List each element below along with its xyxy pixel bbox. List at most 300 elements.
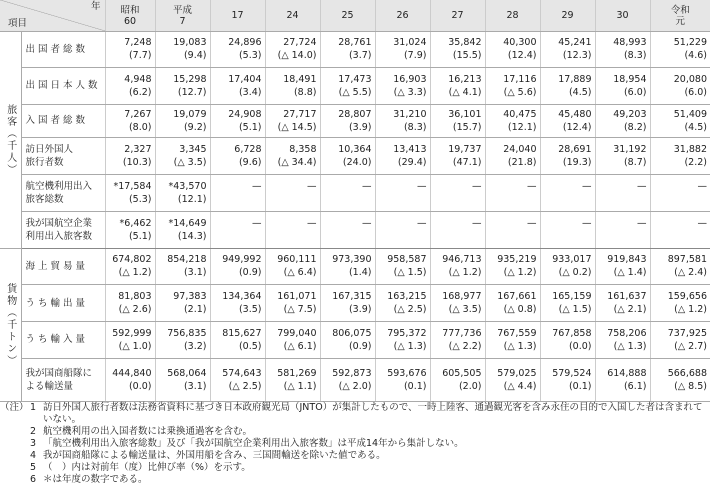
cell-growth-rate: (47.1) — [452, 157, 482, 169]
footnote-number: 4 — [30, 450, 37, 461]
footnote-item — [0, 462, 710, 474]
cell-value: 8,358 — [289, 144, 317, 156]
cell-value: 28,807 — [338, 108, 372, 120]
year-header — [375, 0, 430, 32]
row-label — [21, 285, 105, 322]
cell-growth-rate — [431, 193, 482, 206]
cell-growth-rate: (5.1) — [128, 230, 152, 242]
data-cell — [485, 248, 540, 285]
data-cell — [540, 285, 595, 322]
cell-growth-rate: (14.3) — [177, 230, 207, 242]
cell-growth-rate — [541, 230, 592, 243]
cell-growth-rate: (3.7) — [348, 50, 372, 62]
cell-value: 605,505 — [442, 367, 482, 379]
data-cell — [540, 174, 595, 211]
cell-growth-rate: (△ 4.1) — [448, 86, 482, 98]
cell-growth-rate: (△ 1.3) — [613, 340, 647, 352]
footnote-text: 訪日外国人旅行者数は法務省資料に基づき日本政府観光局（JNTO）が集計したもので、一時上陸客、通過観光客を含み永住の目的で入国した者は含まれていない。 — [43, 402, 703, 425]
cell-value: 17,116 — [503, 73, 537, 85]
data-cell — [320, 322, 375, 359]
data-cell — [105, 104, 155, 138]
cell-growth-rate — [431, 230, 482, 243]
cell-growth-rate: (8.3) — [403, 121, 427, 133]
cell-growth-rate: (7.7) — [128, 50, 152, 62]
cell-growth-rate: (△ 1.2) — [503, 267, 537, 279]
cell-growth-rate: (3.4) — [238, 86, 262, 98]
data-cell — [265, 285, 320, 322]
data-cell — [430, 174, 485, 211]
year-header — [265, 0, 320, 32]
cell-growth-rate: (3.1) — [183, 380, 207, 392]
cell-growth-rate: (△ 5.6) — [503, 86, 537, 98]
data-cell — [320, 32, 375, 68]
cell-value: 27,724 — [283, 37, 317, 49]
data-cell — [430, 248, 485, 285]
data-cell — [265, 174, 320, 211]
cell-growth-rate: (△ 1.2) — [674, 304, 707, 316]
data-cell — [375, 358, 430, 401]
footnotes — [0, 402, 710, 486]
data-cell — [265, 322, 320, 359]
data-cell — [210, 67, 265, 104]
cell-growth-rate: (△ 2.0) — [338, 380, 372, 392]
cell-growth-rate: (12.4) — [507, 50, 537, 62]
footnote-prefix — [0, 450, 30, 462]
cell-value: 19,079 — [173, 108, 207, 120]
data-cell — [105, 322, 155, 359]
cell-value: 4,948 — [124, 73, 152, 85]
group-cargo: 貨物（千トン） — [0, 248, 21, 401]
cell-value: — — [527, 217, 537, 229]
data-cell — [540, 104, 595, 138]
cell-growth-rate: (15.7) — [452, 121, 482, 133]
row-label-line: よる輸送量 — [25, 380, 74, 392]
year-era: 24 — [286, 10, 299, 22]
data-cell — [320, 67, 375, 104]
cell-growth-rate: (0.0) — [128, 380, 152, 392]
header-row — [0, 0, 710, 32]
cell-growth-rate: (12.3) — [562, 50, 592, 62]
table-row — [0, 104, 710, 138]
year-era: 30 — [616, 10, 629, 22]
footnote-item — [0, 402, 710, 426]
cell-growth-rate: (1.4) — [348, 267, 372, 279]
data-cell — [105, 285, 155, 322]
cell-value: 592,873 — [332, 367, 372, 379]
cell-value: *17,584 — [113, 180, 152, 192]
data-cell — [540, 358, 595, 401]
cell-growth-rate: (△ 4.4) — [503, 380, 537, 392]
data-cell — [375, 211, 430, 248]
cell-value: — — [582, 217, 592, 229]
corner-header — [0, 0, 105, 32]
data-cell — [430, 358, 485, 401]
data-cell — [540, 322, 595, 359]
data-cell — [105, 248, 155, 285]
row-label — [21, 358, 105, 401]
cell-value: 581,269 — [277, 367, 317, 379]
data-cell — [210, 322, 265, 359]
cell-value: 919,843 — [607, 254, 647, 266]
cell-value: 17,889 — [558, 73, 592, 85]
cell-growth-rate: (△ 0.2) — [558, 267, 592, 279]
table-row — [0, 322, 710, 359]
cell-value: 51,409 — [673, 108, 707, 120]
cell-value: 568,064 — [167, 367, 207, 379]
data-cell — [105, 67, 155, 104]
footnote-number: 2 — [30, 426, 37, 437]
table-row — [0, 248, 710, 285]
cell-growth-rate — [266, 193, 317, 206]
cell-value: 36,101 — [448, 108, 482, 120]
cell-growth-rate: (5.1) — [238, 121, 262, 133]
cell-growth-rate: (△ 14.5) — [277, 121, 317, 133]
cell-growth-rate: (12.1) — [177, 193, 207, 205]
cell-value: 614,888 — [607, 367, 647, 379]
cell-value: 815,627 — [222, 327, 262, 339]
cell-value: 767,559 — [497, 327, 537, 339]
data-cell — [485, 285, 540, 322]
cell-growth-rate: (5.3) — [238, 50, 262, 62]
data-cell — [320, 174, 375, 211]
data-cell — [430, 211, 485, 248]
data-cell — [595, 358, 650, 401]
year-header — [430, 0, 485, 32]
cell-value: 7,248 — [124, 37, 152, 49]
row-label-line: 出国日本人数 — [25, 80, 101, 92]
data-cell — [265, 211, 320, 248]
cell-growth-rate: (0.1) — [568, 380, 592, 392]
cell-growth-rate: (2.0) — [458, 380, 482, 392]
cell-growth-rate: (24.0) — [342, 157, 372, 169]
data-cell — [210, 104, 265, 138]
footnote-prefix: （注） — [0, 402, 29, 413]
data-cell — [155, 322, 210, 359]
row-label — [21, 211, 105, 248]
row-label-line: 出国者総数 — [25, 43, 89, 55]
cell-growth-rate: (△ 3.5) — [448, 304, 482, 316]
cell-value: 161,071 — [277, 291, 317, 303]
cell-value: 444,840 — [112, 367, 152, 379]
cell-growth-rate: (12.1) — [507, 121, 537, 133]
cell-growth-rate: (0.0) — [568, 340, 592, 352]
cell-value: — — [417, 180, 427, 192]
data-cell — [375, 67, 430, 104]
year-number: 元 — [675, 15, 685, 27]
cell-value: 28,691 — [558, 144, 592, 156]
cell-value: 795,372 — [387, 327, 427, 339]
cell-value: 933,017 — [552, 254, 592, 266]
cell-growth-rate — [266, 230, 317, 243]
data-cell — [320, 211, 375, 248]
cell-growth-rate — [376, 230, 427, 243]
cell-value: 19,083 — [173, 37, 207, 49]
cell-growth-rate: (6.2) — [128, 86, 152, 98]
year-era: 昭和 — [120, 4, 140, 16]
data-cell — [155, 285, 210, 322]
data-cell — [155, 174, 210, 211]
cell-value: 973,390 — [332, 254, 372, 266]
cell-growth-rate — [651, 193, 708, 206]
data-cell — [105, 358, 155, 401]
cell-value: — — [362, 217, 372, 229]
cell-value: 17,473 — [338, 73, 372, 85]
cell-growth-rate — [376, 193, 427, 206]
cell-growth-rate: (△ 1.5) — [558, 304, 592, 316]
cell-value: 593,676 — [387, 367, 427, 379]
row-label-line: うち輸入量 — [25, 334, 89, 346]
cell-value: 31,192 — [613, 144, 647, 156]
footnote-number: 5 — [30, 462, 37, 473]
cell-value: 799,040 — [277, 327, 317, 339]
cell-growth-rate: (4.5) — [568, 86, 592, 98]
data-cell — [375, 285, 430, 322]
cell-growth-rate — [541, 193, 592, 206]
data-cell — [430, 322, 485, 359]
footnote-item — [0, 426, 710, 438]
cell-growth-rate: (6.0) — [623, 86, 647, 98]
data-cell — [540, 138, 595, 175]
row-label-line: 海上貿易量 — [25, 260, 89, 272]
cell-value: — — [307, 217, 317, 229]
cell-value: 167,315 — [332, 291, 372, 303]
cell-value: 16,213 — [448, 73, 482, 85]
row-label-line: 我が国商船隊に — [25, 367, 93, 379]
cell-growth-rate: (6.0) — [684, 86, 707, 98]
row-label-line: 旅行者数 — [25, 157, 64, 169]
cell-growth-rate: (2.2) — [684, 157, 707, 169]
cell-growth-rate: (△ 1.5) — [393, 267, 427, 279]
year-era: 平成 — [172, 4, 192, 16]
cell-value: 97,383 — [173, 291, 207, 303]
data-cell — [375, 104, 430, 138]
data-cell — [210, 285, 265, 322]
cell-growth-rate: (△ 2.2) — [448, 340, 482, 352]
data-cell — [210, 138, 265, 175]
year-header — [105, 0, 155, 32]
row-label-line: 航空機利用出入 — [25, 180, 93, 192]
cell-growth-rate: (8.7) — [623, 157, 647, 169]
data-cell — [210, 32, 265, 68]
data-cell — [320, 104, 375, 138]
row-label — [21, 67, 105, 104]
cell-value: 168,977 — [442, 291, 482, 303]
cell-growth-rate: (△ 5.5) — [338, 86, 372, 98]
cell-value: 24,896 — [228, 37, 262, 49]
cell-value: 579,025 — [497, 367, 537, 379]
cell-value: — — [307, 180, 317, 192]
cell-growth-rate: (8.0) — [128, 121, 152, 133]
corner-year-label: 年 — [90, 1, 101, 12]
data-cell — [320, 138, 375, 175]
cell-value: 48,993 — [613, 37, 647, 49]
cell-value: 49,203 — [613, 108, 647, 120]
cell-value: 756,835 — [167, 327, 207, 339]
cell-growth-rate: (4.5) — [684, 121, 707, 133]
row-label-line: 旅客総数 — [25, 193, 64, 205]
cell-value: 674,802 — [112, 254, 152, 266]
cell-value: 31,882 — [673, 144, 707, 156]
data-cell — [540, 248, 595, 285]
cell-value: *14,649 — [168, 217, 207, 229]
cell-growth-rate: (△ 2.4) — [674, 267, 707, 279]
cell-value: 24,040 — [503, 144, 537, 156]
data-cell — [650, 211, 710, 248]
data-cell — [265, 67, 320, 104]
footnote-text: 我が国商船隊による輸送量は、外国用船を含み、三国間輸送を除いた値である。 — [43, 450, 386, 461]
cell-growth-rate: (△ 1.2) — [448, 267, 482, 279]
cell-value: *6,462 — [119, 217, 152, 229]
cell-growth-rate: (△ 3.5) — [173, 157, 207, 169]
cell-growth-rate: (9.4) — [183, 50, 207, 62]
row-label-line: 利用出入旅客数 — [25, 230, 93, 242]
data-cell — [155, 211, 210, 248]
cell-value: 40,475 — [503, 108, 537, 120]
cell-value: 45,480 — [558, 108, 592, 120]
data-cell — [595, 285, 650, 322]
footnote-number: 6 — [30, 474, 37, 485]
cell-growth-rate: (7.9) — [403, 50, 427, 62]
footnote-text: ＊は年度の数字である。 — [43, 474, 148, 485]
data-cell — [320, 285, 375, 322]
cell-value: 737,925 — [667, 327, 707, 339]
cell-growth-rate — [321, 230, 372, 243]
cell-growth-rate: (△ 2.5) — [228, 380, 262, 392]
data-cell — [105, 211, 155, 248]
cell-value: 758,206 — [607, 327, 647, 339]
cell-growth-rate: (△ 14.0) — [277, 50, 317, 62]
data-cell — [105, 32, 155, 68]
footnote-text: 「航空機利用出入旅客総数」及び「我が国航空企業利用出入旅客数」は平成14年から集計しない。 — [43, 438, 464, 449]
cell-growth-rate: (3.5) — [238, 304, 262, 316]
cell-growth-rate — [486, 193, 537, 206]
year-era: 25 — [341, 10, 354, 22]
cell-value: 17,404 — [228, 73, 262, 85]
data-cell — [650, 67, 710, 104]
data-cell — [210, 248, 265, 285]
data-cell — [430, 285, 485, 322]
year-era: 27 — [451, 10, 464, 22]
cell-value: — — [252, 180, 262, 192]
data-cell — [375, 248, 430, 285]
row-label — [21, 174, 105, 211]
footnote-number: 3 — [30, 438, 37, 449]
data-cell — [105, 138, 155, 175]
cell-value: 767,858 — [552, 327, 592, 339]
footnote-item — [0, 450, 710, 462]
data-cell — [595, 104, 650, 138]
cell-growth-rate: (3.1) — [183, 267, 207, 279]
data-cell — [155, 358, 210, 401]
cell-growth-rate: (19.3) — [562, 157, 592, 169]
data-cell — [540, 67, 595, 104]
data-cell — [650, 138, 710, 175]
cell-growth-rate: (△ 6.1) — [283, 340, 317, 352]
data-cell — [375, 32, 430, 68]
footnote-text: （ ）内は対前年（度）比伸び率（%）を示す。 — [43, 462, 251, 473]
cell-value: — — [472, 180, 482, 192]
data-cell — [375, 174, 430, 211]
cell-value: 20,080 — [673, 73, 707, 85]
cell-growth-rate: (10.3) — [122, 157, 152, 169]
cell-value: 31,024 — [393, 37, 427, 49]
cell-growth-rate — [596, 193, 647, 206]
cell-value: 10,364 — [338, 144, 372, 156]
cell-value: 777,736 — [442, 327, 482, 339]
data-cell — [155, 32, 210, 68]
cell-value: — — [362, 180, 372, 192]
data-cell — [105, 174, 155, 211]
corner-item-label: 項目 — [8, 18, 28, 30]
data-cell — [430, 32, 485, 68]
cell-growth-rate: (△ 7.5) — [283, 304, 317, 316]
cell-growth-rate: (△ 2.5) — [393, 304, 427, 316]
data-cell — [540, 211, 595, 248]
row-label-line: 入国者総数 — [25, 115, 89, 127]
footnote-prefix — [0, 426, 30, 438]
year-header — [650, 0, 710, 32]
cell-value: 19,737 — [448, 144, 482, 156]
cell-value: 18,491 — [283, 73, 317, 85]
data-cell — [650, 174, 710, 211]
cell-value: — — [472, 217, 482, 229]
cell-value: 159,656 — [667, 291, 707, 303]
data-cell — [650, 32, 710, 68]
data-cell — [375, 138, 430, 175]
data-cell — [320, 358, 375, 401]
cell-value: 935,219 — [497, 254, 537, 266]
table-row — [0, 285, 710, 322]
data-cell — [265, 138, 320, 175]
data-cell — [320, 248, 375, 285]
cell-value: *43,570 — [168, 180, 207, 192]
cell-value: 45,241 — [558, 37, 592, 49]
data-cell — [650, 104, 710, 138]
cell-value: — — [417, 217, 427, 229]
data-cell — [650, 322, 710, 359]
cell-value: 51,229 — [673, 37, 707, 49]
cell-growth-rate: (△ 1.3) — [503, 340, 537, 352]
table-row — [0, 67, 710, 104]
data-cell — [485, 174, 540, 211]
data-cell — [485, 211, 540, 248]
data-cell — [650, 285, 710, 322]
footnote-number: 1 — [30, 402, 37, 413]
cell-growth-rate: (3.9) — [348, 304, 372, 316]
row-label-line: うち輸出量 — [25, 297, 89, 309]
cell-growth-rate: (9.6) — [238, 157, 262, 169]
cell-value: — — [697, 180, 707, 192]
cell-value: — — [637, 180, 647, 192]
data-cell — [595, 174, 650, 211]
row-label-line: 我が国航空企業 — [25, 217, 93, 229]
year-era: 17 — [231, 10, 244, 22]
cell-growth-rate: (12.7) — [177, 86, 207, 98]
table-row — [0, 174, 710, 211]
cell-value: 35,842 — [448, 37, 482, 49]
data-cell — [485, 358, 540, 401]
cell-value: 134,364 — [222, 291, 262, 303]
data-cell — [485, 104, 540, 138]
cell-growth-rate: (△ 2.6) — [118, 304, 152, 316]
cell-value: 167,661 — [497, 291, 537, 303]
cell-growth-rate: (△ 6.4) — [283, 267, 317, 279]
data-cell — [265, 104, 320, 138]
cell-value: 854,218 — [167, 254, 207, 266]
cell-value: — — [527, 180, 537, 192]
footnote-item — [0, 474, 710, 486]
cell-growth-rate: (9.2) — [183, 121, 207, 133]
